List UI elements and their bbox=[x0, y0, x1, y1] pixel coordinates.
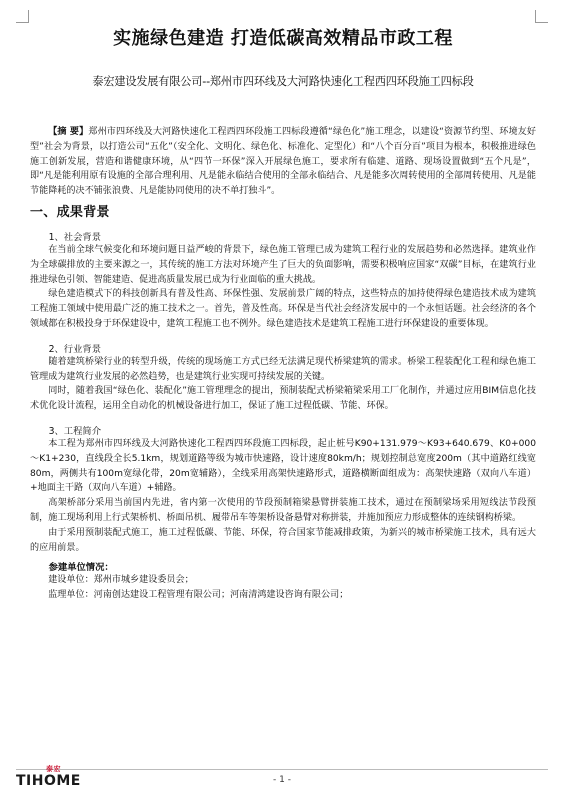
paragraph: 高架桥部分采用当前国内先进，省内第一次使用的节段预制箱梁悬臂拼装施工技术，通过在预制梁场采用短线法节段预制，施工现场利用上行式架桥机、桥面吊机、履带吊车等架桥设备悬臂对称拼装，并施加预应力形成整体的连续钢构桥梁。 bbox=[30, 498, 536, 523]
page-footer bbox=[0, 763, 564, 797]
logo-text: TIHOME bbox=[16, 773, 81, 789]
abstract-tag: 【摘 要】 bbox=[48, 127, 89, 137]
section-heading-background: 一、成果背景 bbox=[30, 204, 110, 220]
document-title: 实施绿色建造 打造低碳高效精品市政工程 bbox=[113, 28, 453, 49]
subsection-heading-industry: 2、行业背景 bbox=[48, 343, 101, 355]
subsection-heading-project: 3、工程简介 bbox=[48, 425, 101, 437]
footer-divider bbox=[16, 769, 548, 770]
paragraph: 同时，随着我国“绿色化、装配化”施工管理理念的提出，预制装配式桥梁箱梁采用工厂化制作，并通过应用BIM信息化技术优化设计流程，运用全自动化的机械设备进行加工，保证了施工过程低碳、节能、环保。 bbox=[30, 386, 536, 412]
paragraph: 绿色建造模式下的科技创新具有普及性高、环保性强、发展前景广阔的特点，这些特点的加持使得绿色建造技术成为建筑工程施工领域中使用最广泛的施工技术之一。首先，普及性高。环保是当代社会经济发展中的一个永恒话题。社会经济的各个领域都在积极投身于环保建设中，建筑工程施工也不例外。绿色建造技术是建筑工程施工进行环保建设的重要体现。 bbox=[30, 289, 536, 329]
builder-unit: 建设单位：郑州市城乡建设委员会； bbox=[48, 575, 194, 586]
logo-cn-text: 泰宏 bbox=[46, 765, 61, 773]
crop-mark-top-right bbox=[535, 10, 548, 23]
abstract-text: 郑州市四环线及大河路快速化工程西四环段施工四标段遵循“绿色化”施工理念，以建设“资源节约型、环境友好型”社会为背景，以打造公司“五化”（安全化、文明化、绿色化、标准化、定型化）和“八个百分百”项目为根本，积极推进绿色施工创新发展，营造和谐健康环境，从“四节一环保”深入开展绿色施工，要求所有临建、道路、现场设置做到“五个凡是”，即“凡是能利用原有设施的全部合理利用、凡是能永临结合使用的全部永临结合、凡是能多次周转使用的全部周转使用、凡是能节能降耗的决不铺张浪费、凡是能协同使用的决不单打独斗”。 bbox=[30, 127, 536, 197]
abstract bbox=[30, 125, 536, 199]
page-number: - 1 - bbox=[273, 775, 291, 785]
subsection-heading-social: 1、社会背景 bbox=[48, 231, 101, 243]
supervisor-unit: 监理单位：河南创达建设工程管理有限公司；河南清鸿建设咨询有限公司； bbox=[48, 590, 349, 601]
paragraph: 本工程为郑州市四环线及大河路快速化工程西四环段施工四标段，起止桩号K90+131.979～K93+640.679、K0+000～K1+230，直线段全长5.1km，规划道路等级为城市快速路，设计速度80km/h；规划控制总宽度200m（其中道路红线宽80m，两侧共有100m宽绿化带，20m宽辅路），全线采用高架快速路形式，道路横断面组成为：高架快速路（双向八车道）+地面主干路（双向八车道）+辅路。 bbox=[30, 438, 536, 494]
paragraph: 由于采用预制装配式施工，施工过程低碳、节能、环保，符合国家节能减排政策，为新兴的城市桥梁施工技术，具有远大的应用前景。 bbox=[30, 527, 536, 553]
crop-mark-top-left bbox=[16, 10, 29, 23]
document-subtitle: 泰宏建设发展有限公司--郑州市四环线及大河路快速化工程西四环段施工四标段 bbox=[92, 75, 474, 88]
paragraph: 在当前全球气候变化和环境问题日益严峻的背景下，绿色施工管理已成为建筑工程行业的发展趋势和必然选择。建筑业作为全球碳排放的主要来源之一，其传统的施工方法对环境产生了巨大的负面影响，需要积极响应国家“双碳”目标，在建筑行业推进绿色引领、智能建造、促进高质量发展已成为行业面临的重大挑战。 bbox=[30, 244, 536, 285]
document-page bbox=[30, 14, 536, 603]
participants-label: 参建单位情况： bbox=[48, 562, 114, 574]
paragraph: 随着建筑桥梁行业的转型升级，传统的现场施工方式已经无法满足现代桥梁建筑的需求。桥梁工程装配化工程和绿色施工管理成为建筑行业发展的必然趋势，也是建筑行业实现可持续发展的关键。 bbox=[30, 356, 536, 382]
